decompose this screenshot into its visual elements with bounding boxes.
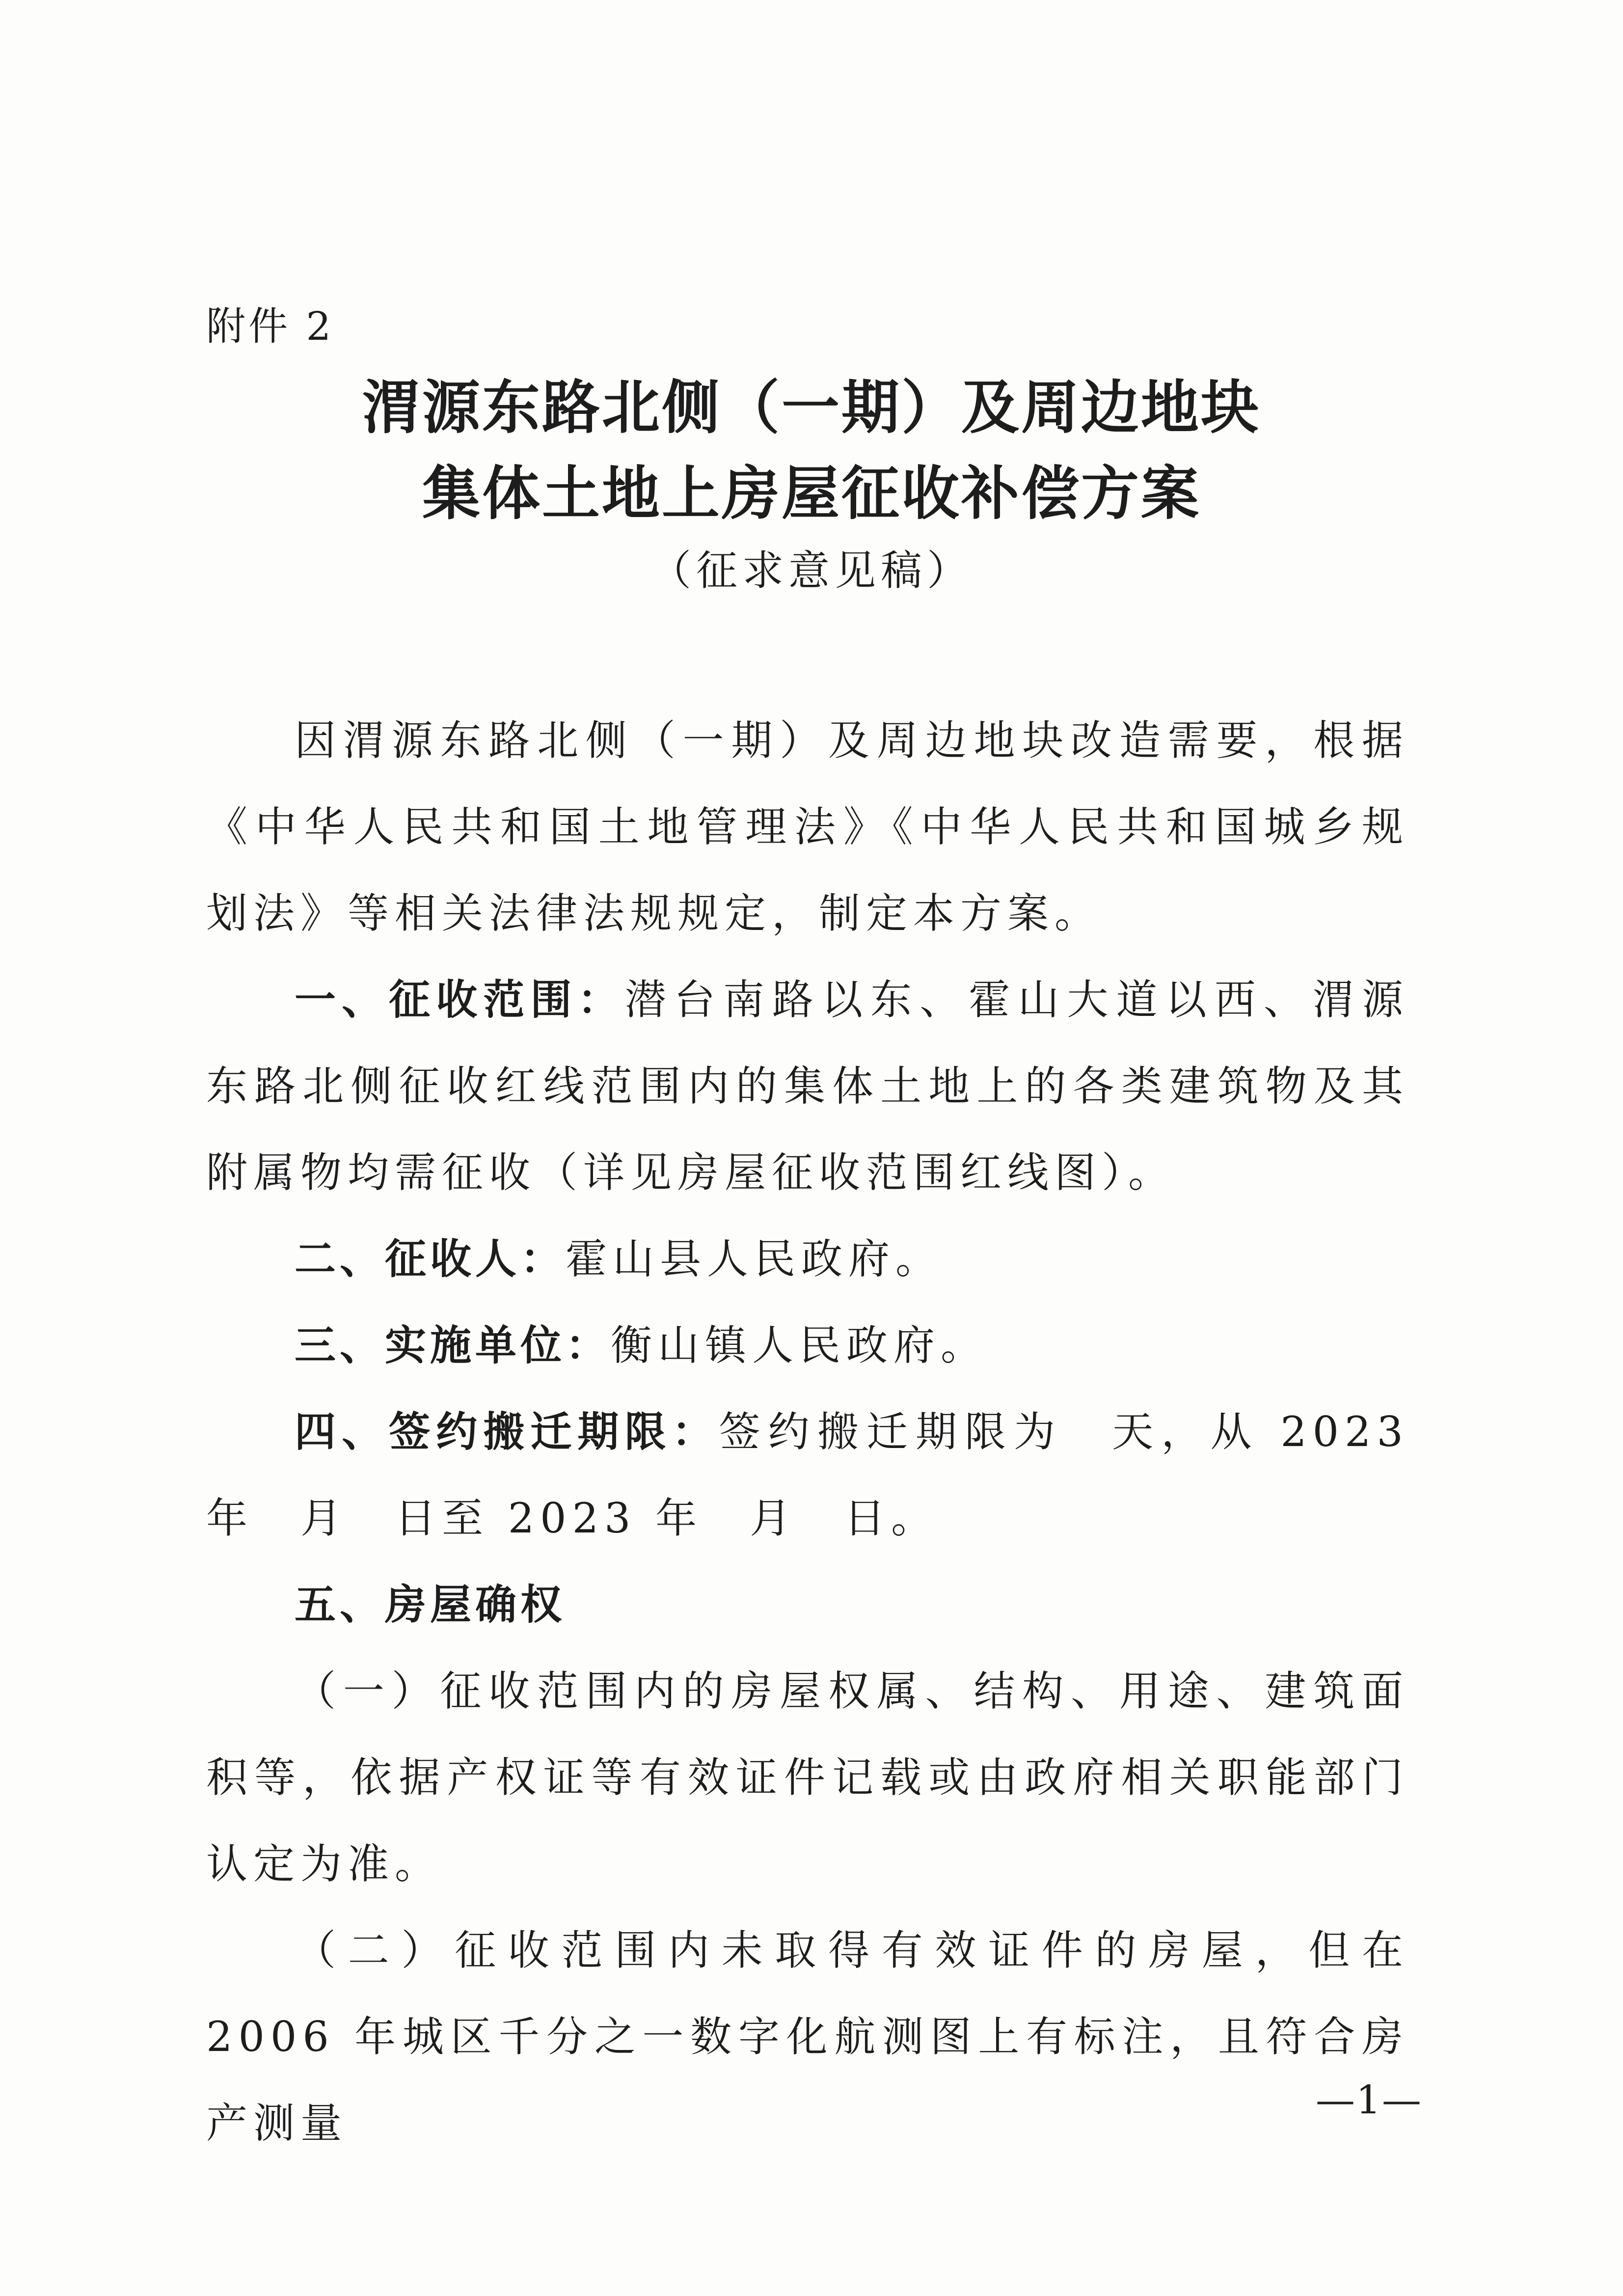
document-body xyxy=(206,697,1409,2166)
section-implementer-text: 衡山镇人民政府。 xyxy=(611,1321,988,1369)
section-implementer-heading: 三、实施单位： xyxy=(295,1321,611,1369)
page-number: —1— xyxy=(1316,2077,1422,2123)
section-expropriator-heading: 二、征收人： xyxy=(295,1235,566,1283)
intro-paragraph: 因渭源东路北侧（一期）及周边地块改造需要，根据《中华人民共和国土地管理法》《中华人民共和国城乡规划法》等相关法律法规规定，制定本方案。 xyxy=(206,716,1409,937)
confirm-item-2: （二）征收范围内未取得有效证件的房屋，但在 2006 年城区千分之一数字化航测图上有标注，且符合房产测量 xyxy=(206,1926,1409,2147)
draft-note: （征求意见稿） xyxy=(649,547,973,595)
section-confirm-heading: 五、房屋确权 xyxy=(295,1581,566,1629)
section-confirm xyxy=(206,1561,1409,1648)
document-title-line-2: 集体土地上房屋征收补偿方案 xyxy=(422,460,1201,527)
attachment-label: 附件 2 xyxy=(206,303,334,349)
section-expropriator xyxy=(206,1216,1409,1302)
section-implementer xyxy=(206,1302,1409,1389)
confirm-item-1: （一）征收范围内的房屋权属、结构、用途、建筑面积等，依据产权证等有效证件记载或由政府相关职能部门认定为准。 xyxy=(206,1667,1409,1888)
document-title-line-1: 渭源东路北侧（一期）及周边地块 xyxy=(362,374,1261,441)
section-scope-text: 潜台南路以东、霍山大道以西、渭源东路北侧征收红线范围内的集体土地上的各类建筑物及其附属物均需征收（详见房屋征收范围红线图）。 xyxy=(206,976,1409,1197)
section-deadline xyxy=(206,1389,1409,1561)
section-deadline-text: 签约搬迁期限为 天，从 2023 年 月 日至 2023 年 月 日。 xyxy=(206,1408,1409,1542)
section-scope-heading: 一、征收范围： xyxy=(295,976,625,1024)
section-expropriator-text: 霍山县人民政府。 xyxy=(566,1235,943,1283)
section-deadline-heading: 四、签约搬迁期限： xyxy=(295,1408,719,1456)
section-scope xyxy=(206,957,1409,1216)
